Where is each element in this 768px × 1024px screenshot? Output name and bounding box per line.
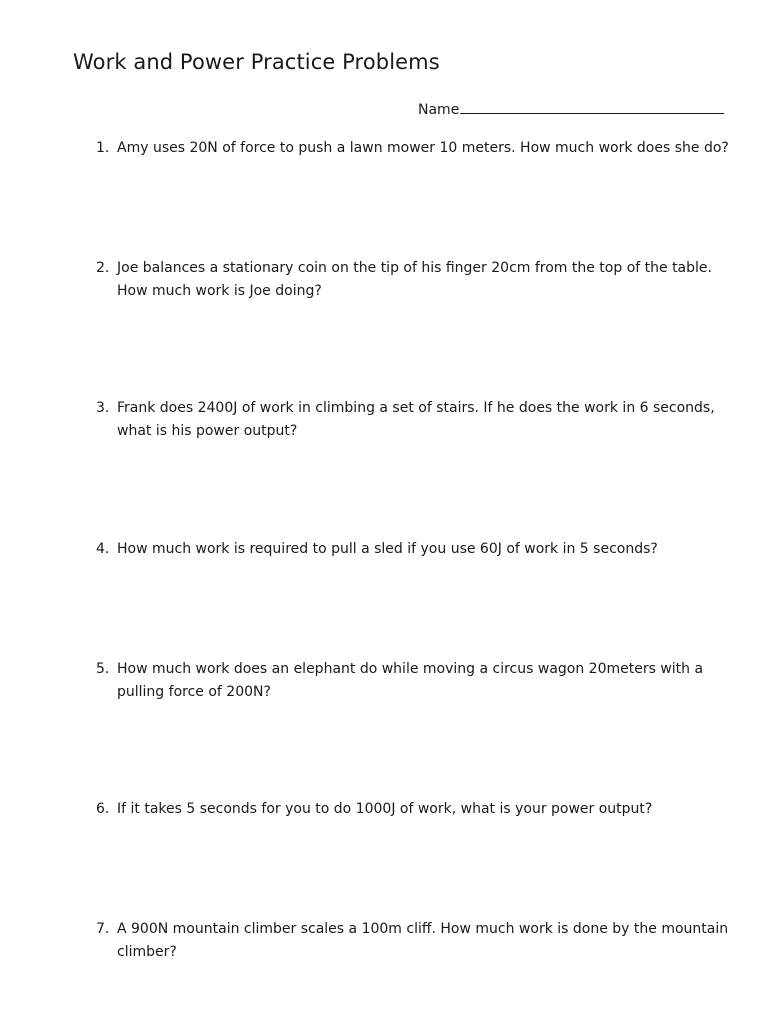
problem-item [96, 397, 736, 443]
problem-item [96, 538, 736, 561]
name-field [418, 99, 724, 118]
problem-text: Amy uses 20N of force to push a lawn mower 10 meters. How much work does she do? [117, 140, 729, 156]
problem-text: If it takes 5 seconds for you to do 1000J of work, what is your power output? [117, 801, 653, 817]
page-title: Work and Power Practice Problems [73, 50, 440, 74]
problem-text: How much work is required to pull a sled if you use 60J of work in 5 seconds? [117, 541, 658, 557]
problem-number: 2. [96, 260, 110, 276]
problem-text: A 900N mountain climber scales a 100m cliff. How much work is done by the mountain climber? [117, 921, 729, 960]
problem-number: 1. [96, 140, 110, 156]
problem-item [96, 658, 736, 704]
problem-item [96, 257, 736, 303]
problem-number: 5. [96, 661, 110, 677]
problem-text: How much work does an elephant do while moving a circus wagon 20meters with a pulling force of 200N? [117, 661, 704, 700]
problem-text: Frank does 2400J of work in climbing a set of stairs. If he does the work in 6 seconds, what is his power output? [117, 400, 715, 439]
problem-number: 4. [96, 541, 110, 557]
problem-number: 6. [96, 801, 110, 817]
name-blank-line [460, 99, 724, 114]
problem-item [96, 918, 736, 964]
problem-item [96, 137, 736, 160]
problem-item [96, 798, 736, 821]
problem-number: 3. [96, 400, 110, 416]
problem-number: 7. [96, 921, 110, 937]
name-label: Name [418, 102, 460, 118]
problem-text: Joe balances a stationary coin on the tip of his finger 20cm from the top of the table. How much work is Joe doing? [117, 260, 712, 299]
